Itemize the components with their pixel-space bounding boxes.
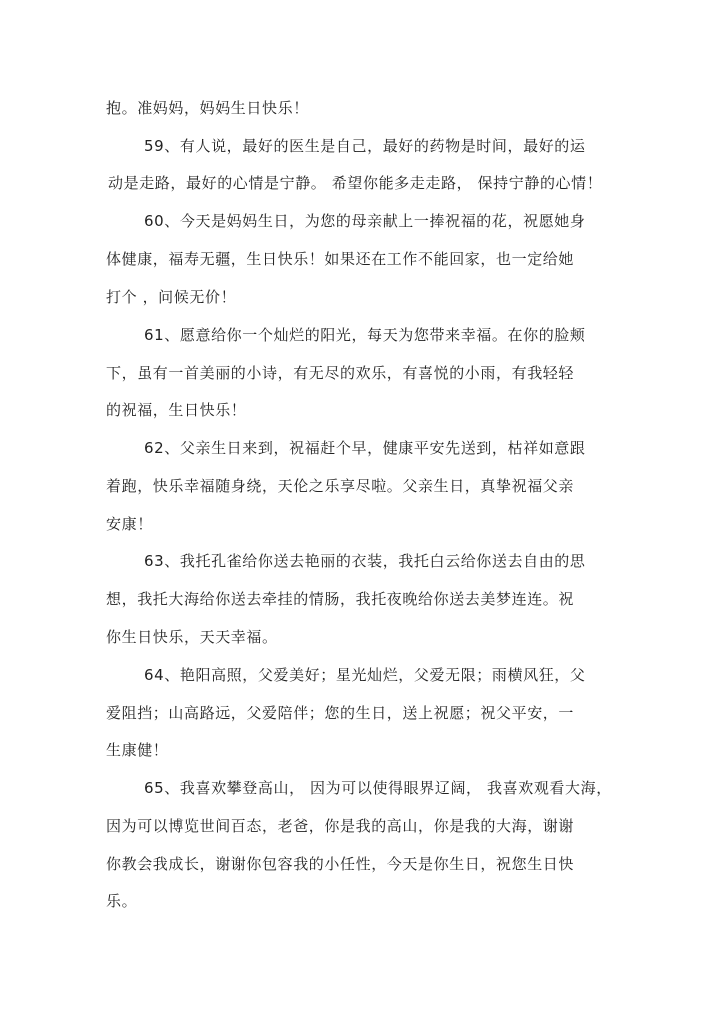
- text-line: 乐。: [106, 892, 138, 910]
- text-line: 体健康，福寿无疆，生日快乐！如果还在工作不能回家，也一定给她: [106, 250, 575, 268]
- text-line: 59、有人说，最好的医生是自己，最好的药物是时间，最好的运: [144, 137, 586, 155]
- text-line: 生康健！: [106, 741, 169, 759]
- text-line: 65、我喜欢攀登高山， 因为可以使得眼界辽阔， 我喜欢观看大海，: [144, 779, 612, 797]
- text-line: 安康！: [106, 515, 153, 533]
- text-line: 64、艳阳高照，父爱美好；星光灿烂，父爱无限；雨横风狂，父: [144, 666, 586, 684]
- text-line: 抱。准妈妈，妈妈生日快乐！: [106, 99, 309, 117]
- text-line: 动是走路，最好的心情是宁静。 希望你能多走走路， 保持宁静的心情！: [108, 174, 603, 192]
- text-line: 下，虽有一首美丽的小诗，有无尽的欢乐，有喜悦的小雨，有我轻轻: [106, 364, 575, 382]
- text-line: 63、我托孔雀给你送去艳丽的衣装，我托白云给你送去自由的思: [144, 552, 586, 570]
- text-line: 61、愿意给你一个灿烂的阳光，每天为您带来幸福。在你的脸颊: [144, 326, 586, 344]
- text-line: 爱阻挡；山高路远，父爱陪伴；您的生日，送上祝愿；祝父平安，一: [106, 704, 575, 722]
- text-line: 想，我托大海给你送去牵挂的情肠，我托夜晚给你送去美梦连连。祝: [106, 590, 575, 608]
- text-line: 你教会我成长，谢谢你包容我的小任性，今天是你生日，祝您生日快: [106, 855, 575, 873]
- text-line: 着跑，快乐幸福随身绕，天伦之乐享尽啦。父亲生日，真挚祝福父亲: [106, 477, 575, 495]
- text-line: 60、今天是妈妈生日，为您的母亲献上一捧祝福的花，祝愿她身: [144, 212, 586, 230]
- text-line: 的祝福，生日快乐！: [106, 401, 247, 419]
- text-line: 打个 ，问候无价！: [106, 288, 237, 306]
- text-line: 你生日快乐，天天幸福。: [106, 628, 278, 646]
- text-line: 62、父亲生日来到，祝福赶个早，健康平安先送到，枯祥如意跟: [144, 439, 586, 457]
- text-line: 因为可以博览世间百态，老爸，你是我的高山，你是我的大海，谢谢: [106, 817, 575, 835]
